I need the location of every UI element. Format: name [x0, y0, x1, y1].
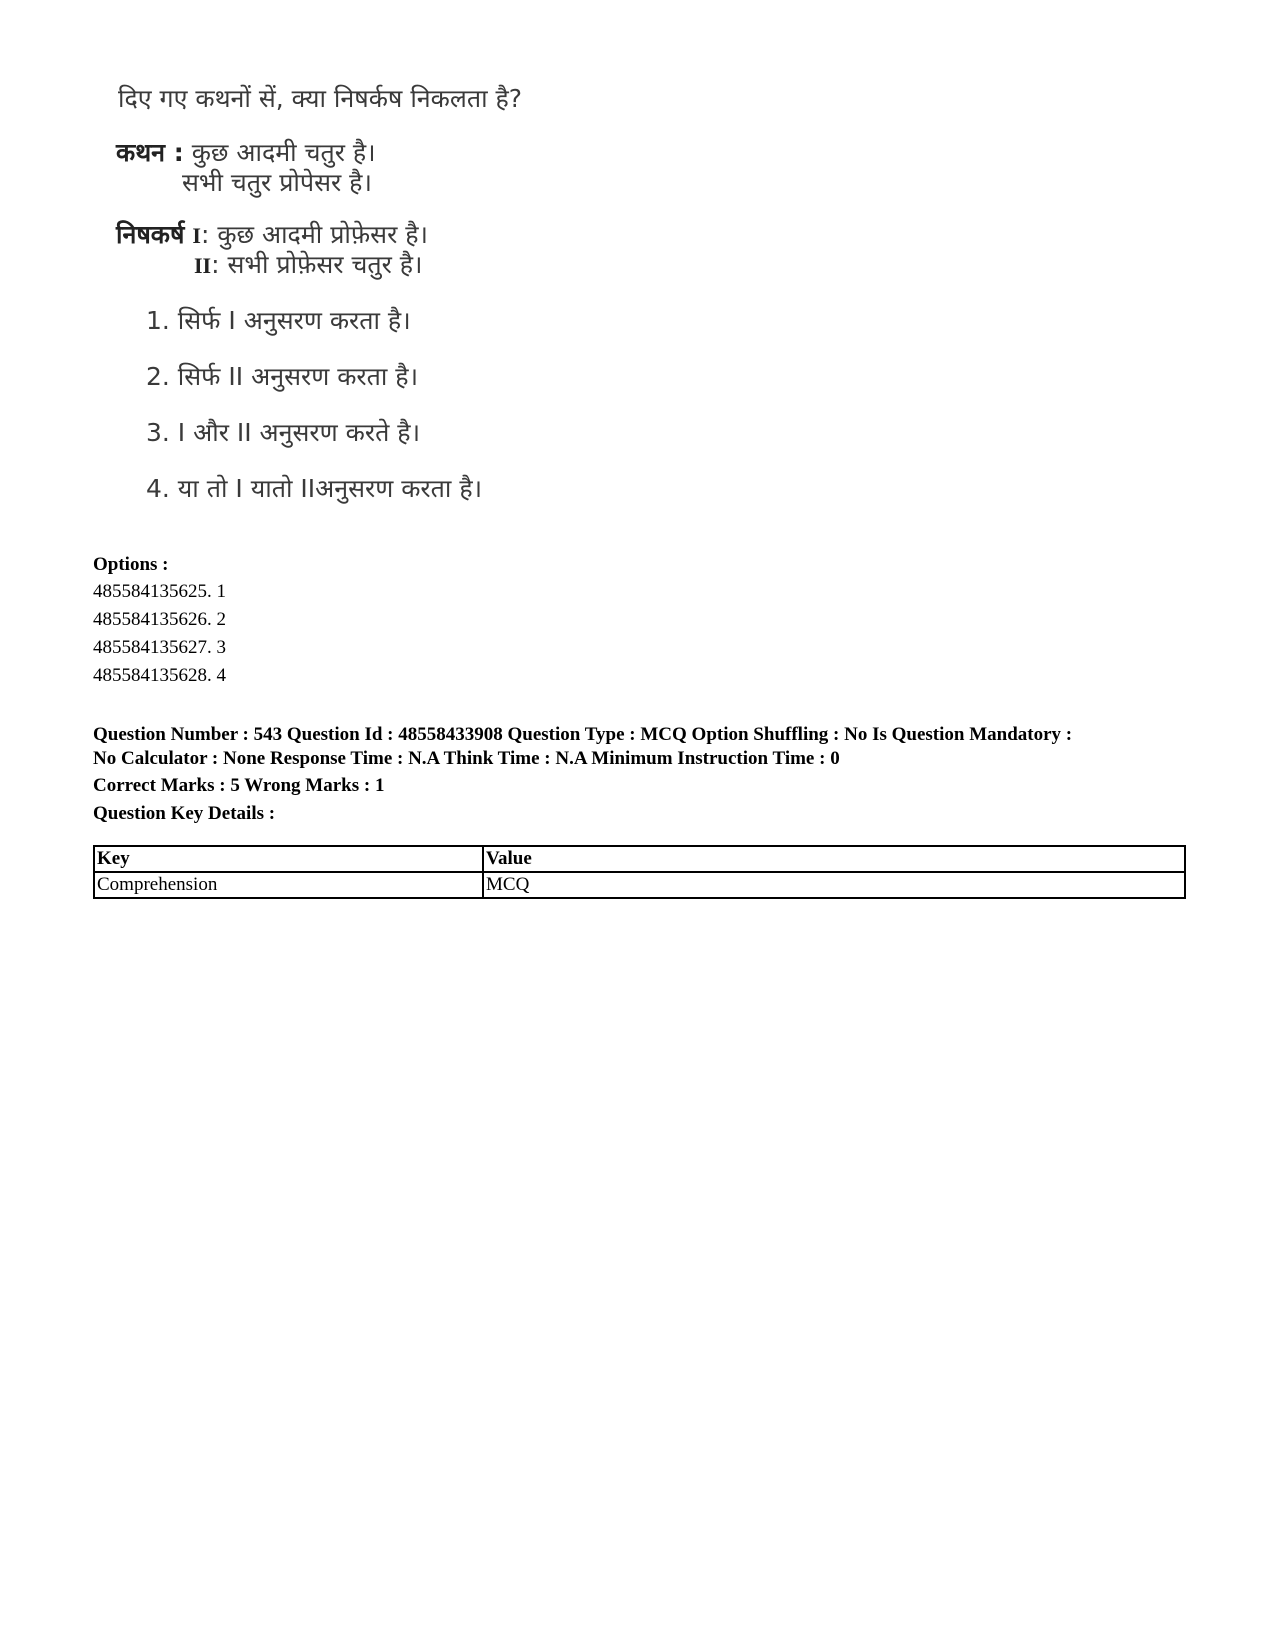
- statement-1: कुछ आदमी चतुर है।: [191, 138, 376, 167]
- table-header-row: [94, 846, 1185, 872]
- question-prompt: दिए गए कथनों सें, क्या निषर्कष निकलता है?: [118, 84, 523, 113]
- statement-2: सभी चतुर प्रोपेसर है।: [182, 168, 372, 197]
- conclusion-line-2: [194, 252, 423, 277]
- choice-4: 4. या तो I यातो IIअनुसरण करता है।: [146, 474, 483, 503]
- option-item: 485584135625. 1: [93, 581, 226, 602]
- statement-line-1: [116, 140, 376, 165]
- question-meta-line-2: No Calculator : None Response Time : N.A Think Time : N.A Minimum Instruction Time : 0: [93, 748, 840, 769]
- table-row: [94, 872, 1185, 898]
- option-item: 485584135626. 2: [93, 609, 226, 630]
- conclusion-1-text: : कुछ आदमी प्रोफ़ेसर है।: [200, 220, 429, 249]
- choice-3: 3. I और II अनुसरण करते है।: [146, 418, 421, 447]
- conclusion-1-number: I: [192, 223, 201, 248]
- question-meta-line-1: Question Number : 543 Question Id : 48558433908 Question Type : MCQ Option Shuffling : No Is Question Mandatory :: [93, 724, 1073, 745]
- table-header-value: Value: [483, 846, 1185, 872]
- option-item: 485584135628. 4: [93, 665, 226, 686]
- choice-1: 1. सिर्फ I अनुसरण करता है।: [146, 306, 411, 335]
- conclusion-line-1: [116, 222, 428, 247]
- table-header-key: Key: [94, 846, 483, 872]
- conclusion-2-number: II: [194, 253, 212, 278]
- question-image: [118, 78, 538, 528]
- marks-line: Correct Marks : 5 Wrong Marks : 1: [93, 775, 385, 796]
- conclusion-label: निषकर्ष: [116, 220, 185, 249]
- conclusion-2-text: : सभी प्रोफ़ेसर चतुर है।: [211, 250, 423, 279]
- option-item: 485584135627. 3: [93, 637, 226, 658]
- table-cell-value: MCQ: [483, 872, 1185, 898]
- options-title: Options :: [93, 554, 169, 575]
- statement-label: कथन :: [116, 138, 184, 167]
- table-cell-key: Comprehension: [94, 872, 483, 898]
- key-table: [93, 845, 1186, 899]
- choice-2: 2. सिर्फ II अनुसरण करता है।: [146, 362, 419, 391]
- key-details-heading: Question Key Details :: [93, 803, 276, 824]
